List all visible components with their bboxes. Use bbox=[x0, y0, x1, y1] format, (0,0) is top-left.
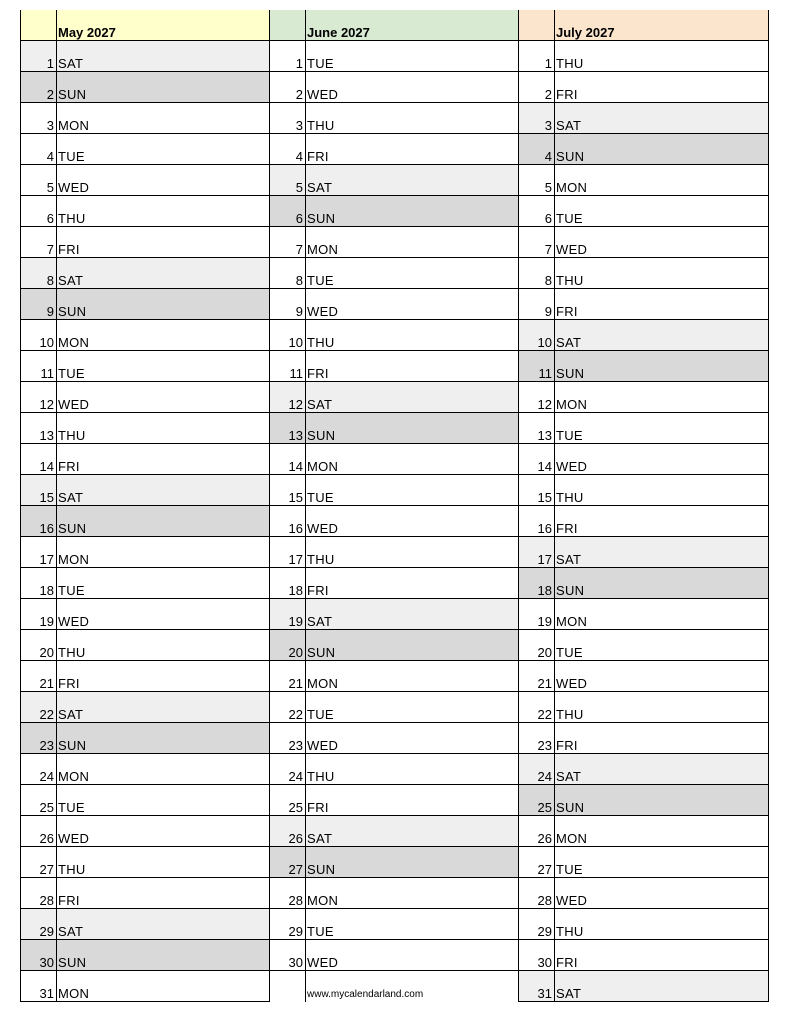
day-number: 28 bbox=[20, 878, 56, 909]
day-number: 18 bbox=[269, 568, 305, 599]
day-name: SUN bbox=[554, 785, 768, 816]
day-number: 6 bbox=[20, 196, 56, 227]
day-number: 13 bbox=[518, 413, 554, 444]
day-name: FRI bbox=[554, 723, 768, 754]
month-column-2 bbox=[269, 10, 518, 1002]
day-number: 18 bbox=[20, 568, 56, 599]
day-name: TUE bbox=[554, 196, 768, 227]
day-name: SAT bbox=[305, 816, 518, 847]
day-number: 4 bbox=[269, 134, 305, 165]
day-name: THU bbox=[554, 41, 768, 72]
day-number: 21 bbox=[518, 661, 554, 692]
day-number: 3 bbox=[269, 103, 305, 134]
day-number: 12 bbox=[269, 382, 305, 413]
day-number: 3 bbox=[20, 103, 56, 134]
day-name: THU bbox=[56, 847, 269, 878]
day-name: TUE bbox=[305, 909, 518, 940]
day-name: THU bbox=[56, 413, 269, 444]
day-number: 19 bbox=[269, 599, 305, 630]
calendar-sheet bbox=[20, 10, 768, 1002]
day-name: FRI bbox=[554, 72, 768, 103]
day-number: 11 bbox=[518, 351, 554, 382]
day-name: SAT bbox=[554, 537, 768, 568]
day-number: 25 bbox=[269, 785, 305, 816]
day-number: 30 bbox=[20, 940, 56, 971]
day-number: 31 bbox=[20, 971, 56, 1002]
day-number: 15 bbox=[269, 475, 305, 506]
day-name: SAT bbox=[56, 475, 269, 506]
day-name: SAT bbox=[305, 165, 518, 196]
day-name: SAT bbox=[305, 599, 518, 630]
day-name: WED bbox=[56, 599, 269, 630]
day-name: MON bbox=[305, 227, 518, 258]
day-name: MON bbox=[554, 816, 768, 847]
column-border bbox=[20, 10, 21, 1002]
day-name: SAT bbox=[554, 320, 768, 351]
day-number: 28 bbox=[518, 878, 554, 909]
column-border bbox=[56, 10, 57, 1002]
day-name: THU bbox=[554, 692, 768, 723]
day-number: 17 bbox=[269, 537, 305, 568]
month-header-num-cell bbox=[269, 10, 305, 41]
day-name: FRI bbox=[554, 289, 768, 320]
day-number: 26 bbox=[269, 816, 305, 847]
day-name: SUN bbox=[56, 289, 269, 320]
day-name: WED bbox=[554, 444, 768, 475]
day-name: THU bbox=[305, 320, 518, 351]
day-number: 5 bbox=[269, 165, 305, 196]
month-column-3 bbox=[518, 10, 768, 1002]
day-name: SAT bbox=[56, 909, 269, 940]
day-number: 29 bbox=[269, 909, 305, 940]
day-number: 2 bbox=[20, 72, 56, 103]
day-number: 27 bbox=[518, 847, 554, 878]
day-name: FRI bbox=[56, 661, 269, 692]
day-name: SAT bbox=[554, 103, 768, 134]
day-number: 10 bbox=[269, 320, 305, 351]
day-number: 11 bbox=[20, 351, 56, 382]
day-name: THU bbox=[56, 630, 269, 661]
day-name: SUN bbox=[56, 940, 269, 971]
day-name: FRI bbox=[56, 227, 269, 258]
day-number: 22 bbox=[20, 692, 56, 723]
day-number: 15 bbox=[20, 475, 56, 506]
day-name: TUE bbox=[305, 258, 518, 289]
day-name: MON bbox=[56, 754, 269, 785]
day-name: MON bbox=[554, 599, 768, 630]
day-name: MON bbox=[305, 878, 518, 909]
day-number: 16 bbox=[269, 506, 305, 537]
day-number: 7 bbox=[269, 227, 305, 258]
month-header-num-cell bbox=[518, 10, 554, 41]
day-number: 23 bbox=[518, 723, 554, 754]
day-name: SUN bbox=[56, 723, 269, 754]
day-name: TUE bbox=[305, 692, 518, 723]
day-name: WED bbox=[305, 940, 518, 971]
day-number: 8 bbox=[518, 258, 554, 289]
day-name: SUN bbox=[554, 568, 768, 599]
day-name: FRI bbox=[305, 351, 518, 382]
day-number: 6 bbox=[518, 196, 554, 227]
day-name: MON bbox=[305, 661, 518, 692]
day-name: FRI bbox=[305, 785, 518, 816]
day-name: WED bbox=[554, 661, 768, 692]
column-border bbox=[518, 10, 519, 1002]
day-number: 20 bbox=[518, 630, 554, 661]
day-name: FRI bbox=[56, 444, 269, 475]
day-number: 24 bbox=[518, 754, 554, 785]
day-number: 24 bbox=[269, 754, 305, 785]
day-name: SAT bbox=[56, 692, 269, 723]
day-number: 4 bbox=[20, 134, 56, 165]
day-number: 7 bbox=[20, 227, 56, 258]
day-number: 2 bbox=[269, 72, 305, 103]
day-name: TUE bbox=[56, 134, 269, 165]
day-number: 21 bbox=[269, 661, 305, 692]
day-number: 21 bbox=[20, 661, 56, 692]
day-name: MON bbox=[56, 103, 269, 134]
day-number: 26 bbox=[518, 816, 554, 847]
day-number: 27 bbox=[20, 847, 56, 878]
day-number: 17 bbox=[518, 537, 554, 568]
day-number: 9 bbox=[518, 289, 554, 320]
day-number: 16 bbox=[518, 506, 554, 537]
day-name: THU bbox=[554, 258, 768, 289]
day-number: 15 bbox=[518, 475, 554, 506]
day-number: 9 bbox=[269, 289, 305, 320]
column-border bbox=[554, 10, 555, 1002]
day-name: WED bbox=[554, 878, 768, 909]
day-number: 10 bbox=[20, 320, 56, 351]
day-name: TUE bbox=[554, 413, 768, 444]
day-name: SUN bbox=[305, 413, 518, 444]
day-number: 28 bbox=[269, 878, 305, 909]
day-name: SUN bbox=[56, 506, 269, 537]
day-number: 31 bbox=[518, 971, 554, 1002]
day-name: THU bbox=[305, 103, 518, 134]
day-number: 10 bbox=[518, 320, 554, 351]
day-name: TUE bbox=[56, 785, 269, 816]
day-name: WED bbox=[305, 72, 518, 103]
day-name: MON bbox=[305, 444, 518, 475]
day-name: SAT bbox=[56, 258, 269, 289]
day-number: 14 bbox=[518, 444, 554, 475]
day-number: 30 bbox=[518, 940, 554, 971]
day-number: 29 bbox=[20, 909, 56, 940]
day-name: SAT bbox=[554, 971, 768, 1002]
column-border bbox=[269, 10, 270, 1002]
day-number: 5 bbox=[20, 165, 56, 196]
day-number: 3 bbox=[518, 103, 554, 134]
day-name: MON bbox=[56, 537, 269, 568]
day-number: 20 bbox=[20, 630, 56, 661]
day-number: 8 bbox=[20, 258, 56, 289]
day-number: 12 bbox=[518, 382, 554, 413]
day-number: 2 bbox=[518, 72, 554, 103]
day-name: THU bbox=[56, 196, 269, 227]
column-border bbox=[768, 10, 769, 1002]
day-number: 13 bbox=[269, 413, 305, 444]
day-name: TUE bbox=[554, 847, 768, 878]
column-border bbox=[305, 10, 306, 1002]
day-number: 1 bbox=[20, 41, 56, 72]
day-name: TUE bbox=[56, 351, 269, 382]
day-name: WED bbox=[305, 723, 518, 754]
day-name: FRI bbox=[554, 940, 768, 971]
day-number: 26 bbox=[20, 816, 56, 847]
day-number: 22 bbox=[269, 692, 305, 723]
day-number: 19 bbox=[518, 599, 554, 630]
day-name: THU bbox=[305, 537, 518, 568]
day-name: FRI bbox=[56, 878, 269, 909]
month-header-num-cell bbox=[20, 10, 56, 41]
day-number: 29 bbox=[518, 909, 554, 940]
day-name: SUN bbox=[554, 351, 768, 382]
day-number: 25 bbox=[20, 785, 56, 816]
day-name: WED bbox=[56, 382, 269, 413]
day-name: SUN bbox=[554, 134, 768, 165]
day-name: FRI bbox=[305, 568, 518, 599]
day-name: SUN bbox=[305, 196, 518, 227]
day-name: SUN bbox=[305, 847, 518, 878]
day-number: 7 bbox=[518, 227, 554, 258]
day-number: 19 bbox=[20, 599, 56, 630]
website-footer: www.mycalendarland.com bbox=[307, 989, 424, 1000]
day-name: SAT bbox=[56, 41, 269, 72]
day-name: SUN bbox=[305, 630, 518, 661]
day-name: FRI bbox=[305, 134, 518, 165]
day-number: 6 bbox=[269, 196, 305, 227]
day-number: 13 bbox=[20, 413, 56, 444]
day-number: 12 bbox=[20, 382, 56, 413]
day-name: SUN bbox=[56, 72, 269, 103]
day-number: 25 bbox=[518, 785, 554, 816]
day-name: WED bbox=[554, 227, 768, 258]
day-name: MON bbox=[554, 382, 768, 413]
day-name: THU bbox=[554, 909, 768, 940]
day-number: 30 bbox=[269, 940, 305, 971]
day-name: FRI bbox=[554, 506, 768, 537]
day-number: 20 bbox=[269, 630, 305, 661]
day-number: 5 bbox=[518, 165, 554, 196]
month-title: June 2027 bbox=[305, 10, 518, 41]
day-name: THU bbox=[554, 475, 768, 506]
day-name: WED bbox=[56, 816, 269, 847]
day-number: 1 bbox=[269, 41, 305, 72]
day-number: 9 bbox=[20, 289, 56, 320]
day-name: MON bbox=[554, 165, 768, 196]
day-number: 14 bbox=[20, 444, 56, 475]
day-number: 22 bbox=[518, 692, 554, 723]
day-number: 23 bbox=[269, 723, 305, 754]
day-name: TUE bbox=[56, 568, 269, 599]
day-name: MON bbox=[56, 320, 269, 351]
month-title: May 2027 bbox=[56, 10, 269, 41]
month-column-1 bbox=[20, 10, 269, 1002]
day-name: TUE bbox=[305, 41, 518, 72]
day-number: 27 bbox=[269, 847, 305, 878]
day-number: 18 bbox=[518, 568, 554, 599]
day-number: 24 bbox=[20, 754, 56, 785]
day-number: 4 bbox=[518, 134, 554, 165]
day-name: WED bbox=[305, 289, 518, 320]
day-name: MON bbox=[56, 971, 269, 1002]
day-name: WED bbox=[56, 165, 269, 196]
month-title: July 2027 bbox=[554, 10, 768, 41]
day-name: TUE bbox=[305, 475, 518, 506]
day-number: 8 bbox=[269, 258, 305, 289]
day-number: 23 bbox=[20, 723, 56, 754]
day-name: THU bbox=[305, 754, 518, 785]
day-name: TUE bbox=[554, 630, 768, 661]
day-number: 16 bbox=[20, 506, 56, 537]
day-name: SAT bbox=[554, 754, 768, 785]
day-number: 14 bbox=[269, 444, 305, 475]
day-number: 17 bbox=[20, 537, 56, 568]
day-name: SAT bbox=[305, 382, 518, 413]
day-name: WED bbox=[305, 506, 518, 537]
day-number: 11 bbox=[269, 351, 305, 382]
day-number: 1 bbox=[518, 41, 554, 72]
